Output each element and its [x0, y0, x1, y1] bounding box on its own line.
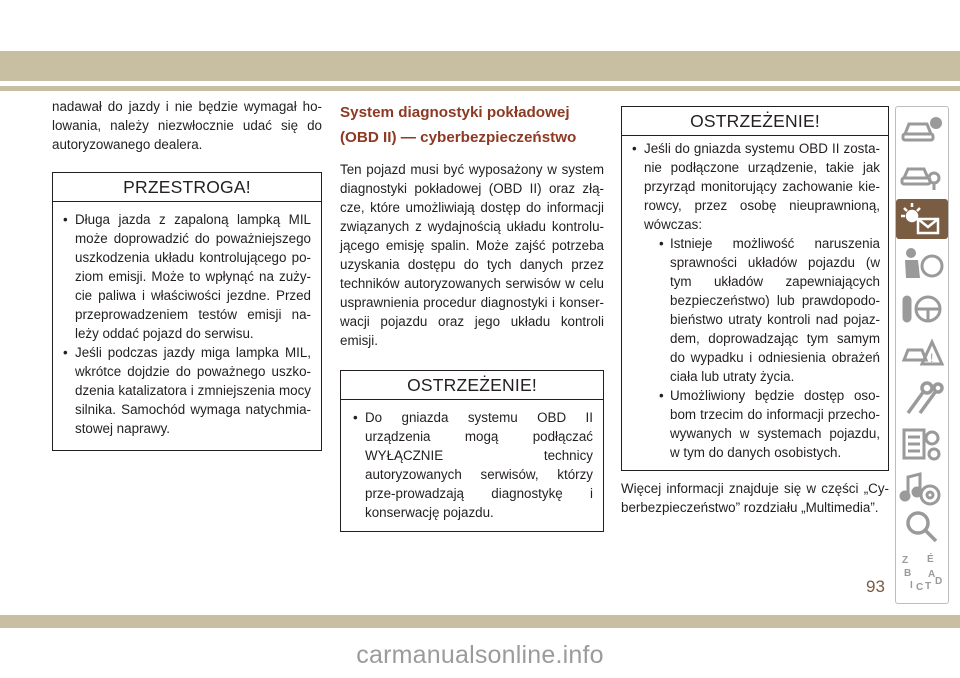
warning-list — [341, 400, 603, 531]
column-3 — [621, 106, 889, 517]
car-key-icon — [896, 154, 948, 194]
driving-steering-wheel-icon — [896, 289, 948, 329]
caution-item: • Długa jazda z zapaloną lampką MIL może doprowadzić do poważniejszego uszkodzenia układu kontrolującego po-ziom emisji. Może to wpłynąć na zuży-cie paliwa i właściwości jezdne. Przed przeprowadzeniem testów emisji na-leży oddać pojazd do serwisu. — [63, 212, 311, 341]
warning-box — [340, 370, 604, 532]
car-info-icon — [896, 109, 948, 149]
customer-assistance-icon — [896, 507, 948, 547]
warning-sublist — [644, 234, 880, 462]
tab-driving[interactable] — [896, 289, 948, 329]
bullet: • — [659, 388, 664, 403]
tab-multimedia[interactable] — [896, 469, 948, 509]
header-band — [0, 51, 960, 81]
svg-text:!: ! — [930, 351, 934, 365]
bullet: • — [632, 141, 637, 156]
svg-text:T: T — [925, 581, 932, 592]
body-paragraph: Ten pojazd musi być wyposażony w system diagnostyki pokładowej (OBD II) oraz złą-cze, które umożliwiają dostęp do informacji związanych z wydajnością układu kontrolu-jącego emisję spalin. Może zajść potrzeba uzyskania dostępu do tych danych przez techników autoryzowanych serwisów w celu usprawnienia procedur diagnostyki i konser-wacji pojazdu oraz jego układu kontroli emisji. — [340, 162, 604, 348]
column-1 — [52, 97, 322, 451]
tab-technical-specs[interactable] — [896, 424, 948, 464]
svg-text:Z: Z — [902, 555, 909, 566]
warning-lights-message-icon — [896, 199, 948, 239]
tab-safety[interactable] — [896, 244, 948, 284]
warning-subitem: • Umożliwiony będzie dostęp oso-bom trzecim do informacji przecho-wywanych w systemach pojazdu, w tym do danych osobistych. — [659, 388, 880, 460]
warning-item: • Jeśli do gniazda systemu OBD II zosta-nie podłączone urządzenie, takie jak przyrząd monitorujący zachowanie kie-rowcy, przez osobę nieuprawnioną, wówczas: • Istnieje możliwość naruszenia sprawności układów pojazdu (w tym układów zapewniających bezpieczeństwo) lub prawdopodo-bieństwo utraty kontroli nad pojaz-dem, doprowadzając tym samym do wypadku i odniesienia obrażeń ciała lub utraty życia. • Umożliwiony będzie dostęp oso-bom trzecim do informacji przecho-wywanych w systemach pojazdu, w tym do danych osobistych. — [632, 141, 880, 460]
caution-list — [53, 202, 321, 450]
technical-specifications-icon — [896, 424, 948, 464]
outro-paragraph: Więcej informacji znajduje się w części „Cy-berbezpieczeństwo” rozdziału „Multimedia”. — [621, 481, 889, 515]
tab-customer-assistance[interactable] — [896, 507, 948, 547]
caution-item: • Jeśli podczas jazdy miga lampka MIL, wkrótce dojdzie do poważnego uszko-dzenia katalizatora i zmniejszenia mocy silnika. Samochód wymaga natychmia-stowej naprawy. — [63, 345, 311, 436]
caution-title: PRZESTROGA! — [53, 173, 321, 202]
tab-warning-lights[interactable] — [896, 199, 948, 239]
warning-item: • Do gniazda systemu OBD II urządzenia mogą podłączać WYŁĄCZNIE technicy autoryzowanych serwisów, którzy prze-prowadzają diagnostykę i konserwację pojazdu. — [353, 410, 593, 520]
tab-car-key[interactable] — [896, 154, 948, 194]
servicing-wrench-icon — [896, 379, 948, 419]
svg-text:B: B — [904, 568, 912, 579]
warning-subitem: • Istnieje możliwość naruszenia sprawności układów pojazdu (w tym układów zapewniających bezpieczeństwo) lub prawdopodo-bieństwo utraty kontroli nad pojaz-dem, doprowadzając tym samym do wypadku i odniesienia obrażeń ciała lub utraty życia. — [659, 236, 880, 384]
footer-band — [0, 615, 960, 628]
warning-title: OSTRZEŻENIE! — [341, 371, 603, 400]
svg-text:É: É — [927, 554, 934, 565]
column-2 — [340, 100, 604, 532]
page-number: 93 — [866, 577, 885, 596]
bullet: • — [63, 345, 68, 360]
svg-text:I: I — [910, 580, 913, 591]
safety-airbag-icon — [896, 244, 948, 284]
warning-list-2 — [622, 136, 888, 470]
header-rule — [0, 86, 960, 91]
bullet: • — [353, 410, 358, 425]
warning-title-2: OSTRZEŻENIE! — [622, 107, 888, 136]
tab-emergency[interactable] — [896, 334, 948, 374]
tab-servicing[interactable] — [896, 379, 948, 419]
svg-text:A: A — [928, 569, 936, 580]
watermark: carmanualsonline.info — [356, 641, 604, 669]
multimedia-icon — [896, 469, 948, 509]
warning-box-2 — [621, 106, 889, 471]
bullet: • — [659, 236, 664, 251]
chapter-sidebar — [895, 106, 949, 604]
tab-index[interactable] — [896, 551, 948, 591]
emergency-triangle-icon — [896, 334, 948, 374]
tab-car-info[interactable] — [896, 109, 948, 149]
intro-paragraph: nadawał do jazdy i nie będzie wymagał ho-lowania, należy niezwłocznie udać się do autoryzowanego dealera. — [52, 99, 322, 152]
bullet: • — [63, 212, 68, 227]
section-heading: System diagnostyki pokładowej (OBD II) — cyberbezpieczeństwo — [340, 104, 577, 146]
svg-text:D: D — [935, 576, 943, 587]
index-icon — [896, 551, 948, 595]
svg-text:C: C — [916, 582, 924, 593]
caution-box — [52, 172, 322, 451]
